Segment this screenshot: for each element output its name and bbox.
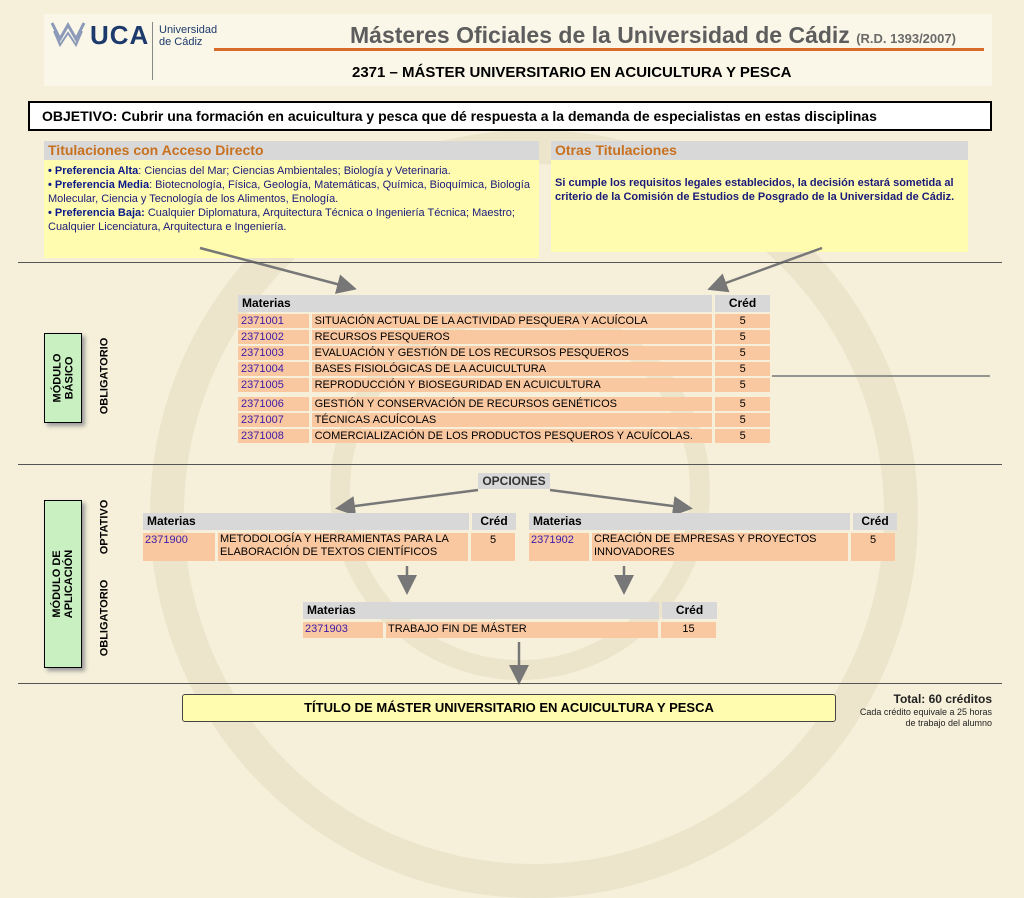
course-credits: 5 xyxy=(715,378,770,392)
table-row xyxy=(238,330,770,344)
total-credits: Total: 60 créditos xyxy=(893,692,992,706)
table-row xyxy=(238,397,770,411)
course-credits: 5 xyxy=(715,413,770,427)
course-credits: 5 xyxy=(715,362,770,376)
table-row xyxy=(143,533,516,561)
course-credits: 5 xyxy=(471,533,515,561)
course-code: 2371007 xyxy=(238,413,309,427)
program-subtitle: 2371 – MÁSTER UNIVERSITARIO EN ACUICULTURA Y PESCA xyxy=(352,64,792,81)
logo-subtitle: Universidad de Cádiz xyxy=(159,24,218,48)
table-row xyxy=(238,378,770,392)
table-header-materias: Materias xyxy=(529,513,850,530)
section-divider xyxy=(18,464,1002,465)
course-credits: 5 xyxy=(715,314,770,328)
table-row xyxy=(238,413,770,427)
basic-module-table xyxy=(238,295,770,443)
course-code: 2371001 xyxy=(238,314,309,328)
course-code: 2371900 xyxy=(143,533,215,561)
table-header-materias: Materias xyxy=(238,295,712,312)
table-header-cred: Créd xyxy=(715,295,770,312)
course-name: EVALUACIÓN Y GESTIÓN DE LOS RECURSOS PESQUEROS xyxy=(312,346,713,360)
module-obligatorio-type: OBLIGATORIO xyxy=(98,579,110,657)
course-code: 2371903 xyxy=(303,622,383,638)
table-header-materias: Materias xyxy=(143,513,469,530)
table-header-cred: Créd xyxy=(853,513,897,530)
course-name: REPRODUCCIÓN Y BIOSEGURIDAD EN ACUICULTURA xyxy=(312,378,713,392)
credits-note: Cada crédito equivale a 25 horas de trabajo del alumno xyxy=(859,707,992,728)
course-credits: 5 xyxy=(715,397,770,411)
course-code: 2371006 xyxy=(238,397,309,411)
course-name: SITUACIÓN ACTUAL DE LA ACTIVIDAD PESQUERA Y ACUÍCOLA xyxy=(312,314,713,328)
options-label: OPCIONES xyxy=(478,473,550,489)
table-row xyxy=(303,622,721,638)
course-credits: 5 xyxy=(851,533,895,561)
module-application-label: MÓDULO DE APLICACIÓN xyxy=(44,500,82,668)
table-row xyxy=(529,533,897,561)
degree-title-scroll: TÍTULO DE MÁSTER UNIVERSITARIO EN ACUICULTURA Y PESCA xyxy=(182,694,836,722)
course-credits: 5 xyxy=(715,330,770,344)
course-credits: 15 xyxy=(661,622,716,638)
optional-table-2 xyxy=(529,513,897,561)
course-code: 2371002 xyxy=(238,330,309,344)
course-name: GESTIÓN Y CONSERVACIÓN DE RECURSOS GENÉTICOS xyxy=(312,397,713,411)
final-project-table xyxy=(303,602,721,638)
course-code: 2371008 xyxy=(238,429,309,443)
direct-access-title: Titulaciones con Acceso Directo xyxy=(44,141,539,160)
page-title: Másteres Oficiales de la Universidad de Cádiz (R.D. 1393/2007) xyxy=(350,22,956,48)
title-suffix: (R.D. 1393/2007) xyxy=(856,31,956,46)
table-row xyxy=(238,314,770,328)
course-name: METODOLOGÍA Y HERRAMIENTAS PARA LA ELABORACIÓN DE TEXTOS CIENTÍFICOS xyxy=(218,533,468,561)
course-code: 2371003 xyxy=(238,346,309,360)
course-credits: 5 xyxy=(715,346,770,360)
logo-text: UCA xyxy=(90,20,150,50)
section-divider xyxy=(18,683,1002,684)
table-header-cred: Créd xyxy=(472,513,516,530)
course-name: TRABAJO FIN DE MÁSTER xyxy=(386,622,658,638)
table-row xyxy=(238,346,770,360)
module-optativo-type: OPTATIVO xyxy=(98,499,110,555)
course-name: COMERCIALIZACIÓN DE LOS PRODUCTOS PESQUEROS Y ACUÍCOLAS. xyxy=(312,429,713,443)
other-degrees-title: Otras Titulaciones xyxy=(551,141,968,160)
objective-label: OBJETIVO: xyxy=(42,108,118,124)
other-degrees-body: Si cumple los requisitos legales establecidos, la decisión estará sometida al criterio de la Comisión de Estudios de Posgrado de la Universidad de Cádiz. xyxy=(551,160,968,252)
course-name: TÉCNICAS ACUÍCOLAS xyxy=(312,413,713,427)
direct-access-body: • Preferencia Alta: Ciencias del Mar; Ciencias Ambientales; Biología y Veterinaria. • Preferencia Media: Biotecnología, Física, Geología, Matemáticas, Química, Bioquímica, Biología Molecular, Ciencia y Tecnología de los Alimentos, Enología. • Preferencia Baja: Cualquier Diplomatura, Arquitectura Técnica o Ingeniería Técnica; Maestro; Cualquier Licenciatura, Arquitectura e Ingeniería. xyxy=(44,160,539,258)
module-basic-type: OBLIGATORIO xyxy=(98,337,110,415)
table-header-materias: Materias xyxy=(303,602,659,619)
table-header-cred: Créd xyxy=(662,602,717,619)
section-divider xyxy=(18,262,1002,263)
course-code: 2371004 xyxy=(238,362,309,376)
course-name: BASES FISIOLÓGICAS DE LA ACUICULTURA xyxy=(312,362,713,376)
table-row xyxy=(238,362,770,376)
objective-text: Cubrir una formación en acuicultura y pesca que dé respuesta a la demanda de especialistas en estas disciplinas xyxy=(121,108,877,124)
course-code: 2371902 xyxy=(529,533,589,561)
table-row xyxy=(238,429,770,443)
course-name: RECURSOS PESQUEROS xyxy=(312,330,713,344)
course-name: CREACIÓN DE EMPRESAS Y PROYECTOS INNOVADORES xyxy=(592,533,848,561)
course-credits: 5 xyxy=(715,429,770,443)
course-code: 2371005 xyxy=(238,378,309,392)
optional-table-1 xyxy=(143,513,516,561)
module-basic-label: MÓDULO BÁSICO xyxy=(44,333,82,423)
